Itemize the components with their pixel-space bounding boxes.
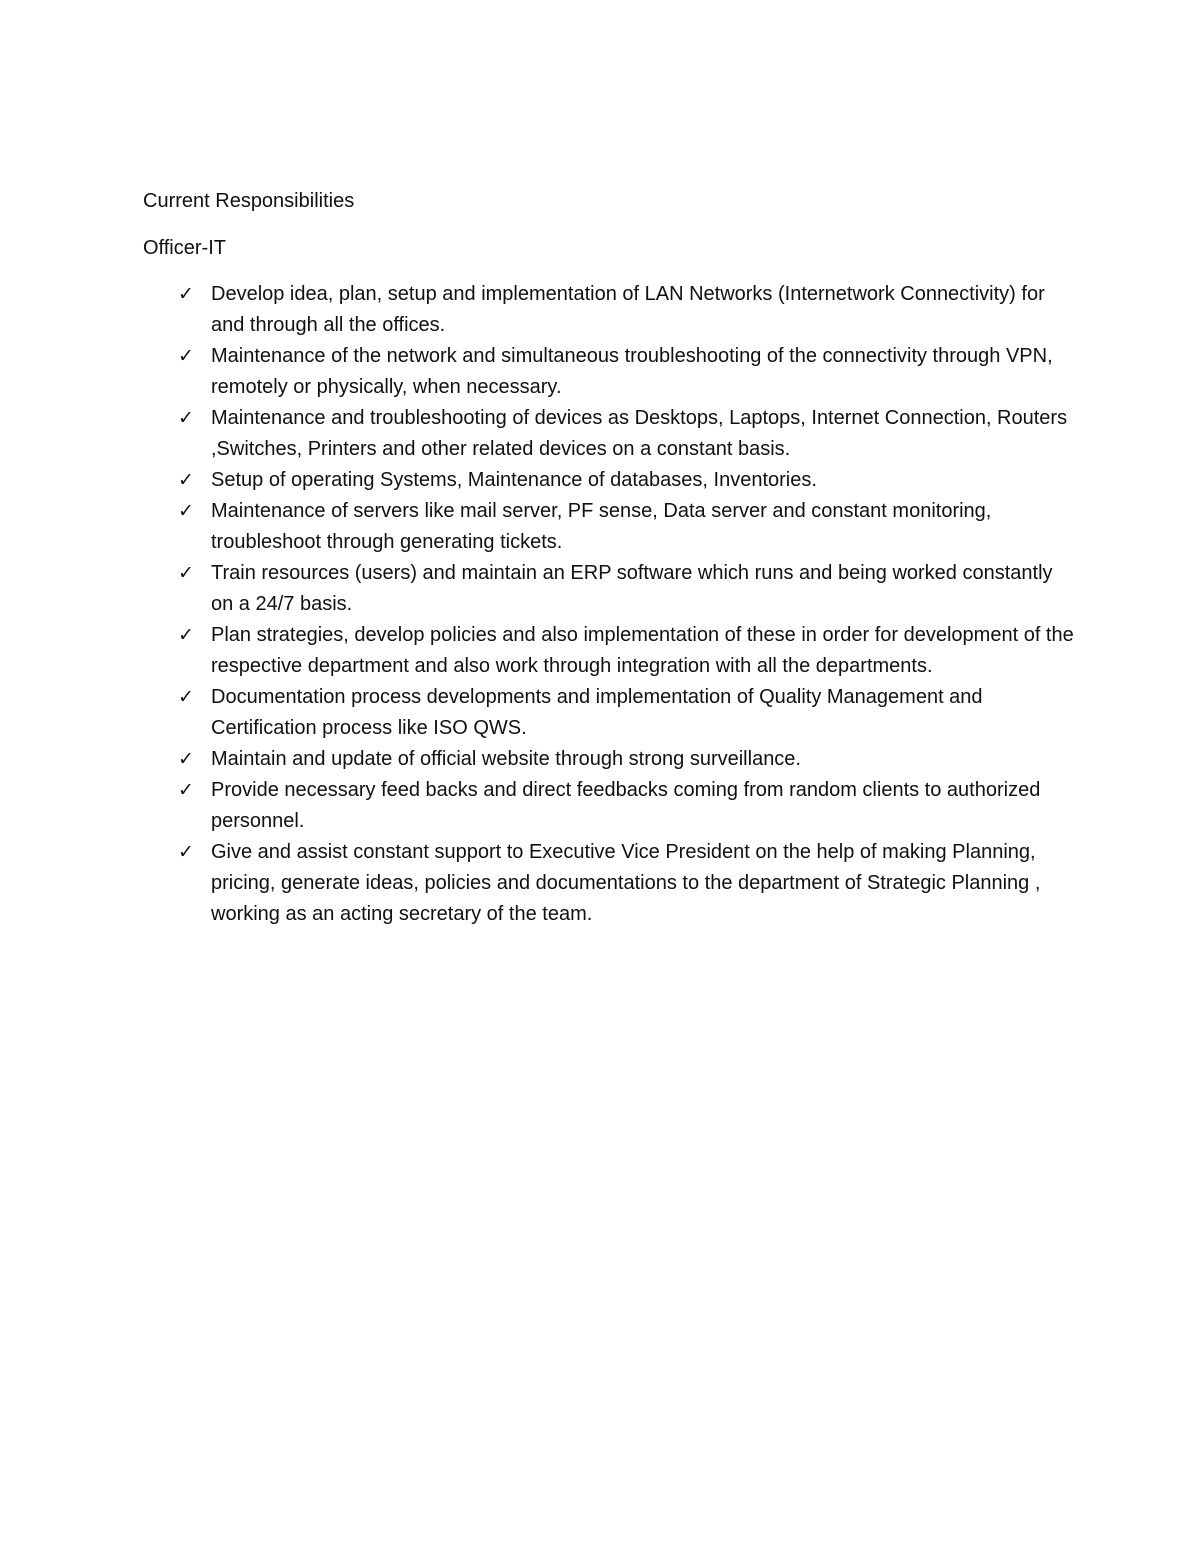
list-item — [176, 775, 1076, 837]
responsibility-text: Setup of operating Systems, Maintenance of databases, Inventories. — [211, 469, 817, 491]
list-item — [176, 837, 1076, 930]
list-item — [176, 682, 1076, 744]
responsibilities-list — [176, 279, 1076, 930]
list-item — [176, 279, 1076, 341]
checkmark-icon: ✓ — [178, 841, 194, 863]
role-title: Officer-IT — [143, 237, 226, 259]
responsibility-text: Documentation process developments and implementation of Quality Management and Certification process like ISO QWS. — [211, 686, 983, 739]
list-item — [176, 744, 1076, 775]
checkmark-icon: ✓ — [178, 283, 194, 305]
checkmark-icon: ✓ — [178, 469, 194, 491]
responsibility-text: Maintenance and troubleshooting of devices as Desktops, Laptops, Internet Connection, Routers ,Switches, Printers and other related devices on a constant basis. — [211, 407, 1068, 460]
checkmark-icon: ✓ — [178, 779, 194, 801]
responsibility-text: Maintenance of servers like mail server, PF sense, Data server and constant monitoring, troubleshoot through generating tickets. — [211, 500, 992, 553]
responsibility-text: Maintenance of the network and simultaneous troubleshooting of the connectivity through VPN, remotely or physically, when necessary. — [211, 345, 1053, 398]
checkmark-icon: ✓ — [178, 500, 194, 522]
responsibility-text: Give and assist constant support to Executive Vice President on the help of making Planning, pricing, generate ideas, policies and documentations to the department of Strategic Planning , working as an acting secretary of the team. — [211, 841, 1041, 925]
checkmark-icon: ✓ — [178, 748, 194, 770]
list-item — [176, 341, 1076, 403]
checkmark-icon: ✓ — [178, 624, 194, 646]
list-item — [176, 465, 1076, 496]
checkmark-icon: ✓ — [178, 562, 194, 584]
checkmark-icon: ✓ — [178, 686, 194, 708]
checkmark-icon: ✓ — [178, 407, 194, 429]
section-heading: Current Responsibilities — [143, 190, 355, 212]
list-item — [176, 403, 1076, 465]
responsibility-text: Develop idea, plan, setup and implementation of LAN Networks (Internetwork Connectivity) for and through all the offices. — [211, 283, 1045, 336]
responsibility-text: Train resources (users) and maintain an ERP software which runs and being worked constantly on a 24/7 basis. — [211, 562, 1053, 615]
responsibility-text: Maintain and update of official website through strong surveillance. — [211, 748, 801, 770]
list-item — [176, 496, 1076, 558]
list-item — [176, 558, 1076, 620]
list-item — [176, 620, 1076, 682]
responsibility-text: Plan strategies, develop policies and also implementation of these in order for development of the respective department and also work through integration with all the departments. — [211, 624, 1074, 677]
responsibility-text: Provide necessary feed backs and direct feedbacks coming from random clients to authorized personnel. — [211, 779, 1041, 832]
checkmark-icon: ✓ — [178, 345, 194, 367]
